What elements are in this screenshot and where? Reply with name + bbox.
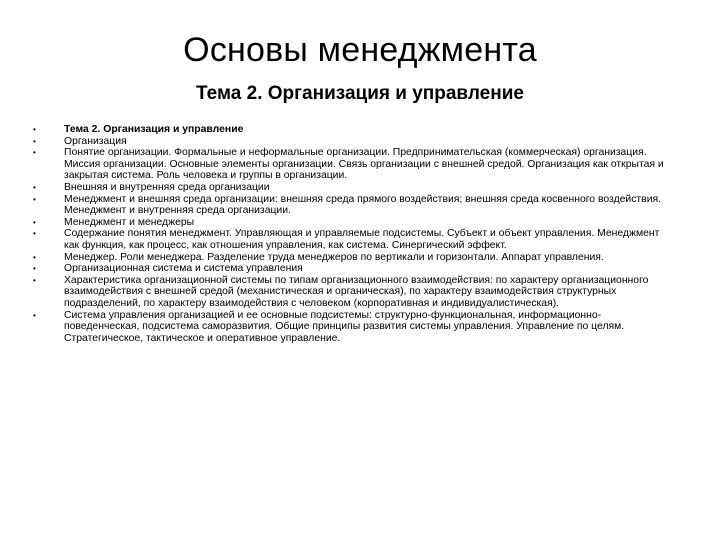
bullet-item: [33, 182, 673, 194]
bullet-item: [33, 263, 673, 275]
bullet-item: [33, 124, 673, 136]
bullet-text: Содержание понятия менеджмент. Управляющая и управляемые подсистемы. Субъект и объект управления. Менеджмент как функция, как процесс, как отношения управления, как система. Синергический эффект.: [64, 228, 660, 251]
bullet-item: [33, 217, 673, 229]
bullet-text: Менеджер. Роли менеджера. Разделение труда менеджеров по вертикали и горизонтали. Аппарат управления.: [64, 251, 604, 263]
bullet-dot-icon: •: [33, 229, 36, 239]
bullet-dot-icon: •: [33, 252, 36, 262]
bullet-text: Система управления организацией и ее основные подсистемы: структурно-функциональная, информационно-поведенческая, подсистема саморазвития. Общие принципы развития системы управления. Управление по целям. Стратегическое, тактическое и оперативное управление.: [64, 309, 625, 344]
bullet-dot-icon: •: [33, 182, 36, 192]
slide-title: Основы менеджмента: [183, 31, 537, 69]
bullet-dot-icon: •: [33, 136, 36, 146]
bullet-dot-icon: •: [33, 148, 36, 158]
bullet-item: [33, 275, 673, 310]
slide-subtitle: Тема 2. Организация и управление: [196, 83, 524, 104]
bullet-text: Понятие организации. Формальные и неформальные организации. Предпринимательская (коммерческая) организация. Миссия организации. Основные элементы организации. Связь организации с внешней средой. Организация как открытая и закрытая система. Роль человека и группы в организации.: [64, 147, 664, 182]
bullet-text: Тема 2. Организация и управление: [64, 124, 244, 135]
bullet-dot-icon: •: [33, 194, 36, 204]
bullet-text: Внешняя и внутренняя среда организации: [64, 181, 270, 193]
bullet-item: [33, 228, 673, 251]
bullet-item: [33, 147, 673, 182]
bullet-dot-icon: •: [33, 264, 36, 274]
bullet-dot-icon: •: [33, 125, 36, 134]
bullet-dot-icon: •: [33, 275, 36, 285]
bullet-dot-icon: •: [33, 217, 36, 227]
bullet-item: [33, 136, 673, 148]
bullet-text: Организационная система и система управления: [64, 263, 303, 275]
bullet-dot-icon: •: [33, 310, 36, 320]
bullet-text: Характеристика организационной системы по типам организационного взаимодействия: по характеру организационного взаимодействия с внешней средой (механистическая и органическая), по характеру взаимодействия структурных подразделений, по характеру взаимодействия с человеком (корпоративная и индивидуалистическая).: [64, 274, 649, 309]
bullet-text: Менеджмент и внешняя среда организации: внешняя среда прямого воздействия; внешняя среда косвенного воздействия. Менеджмент и внутренняя среда организации.: [64, 193, 662, 217]
bullet-item: [33, 310, 673, 345]
bullet-item: [33, 194, 673, 217]
bullet-list: [33, 124, 673, 344]
bullet-text: Организация: [64, 135, 127, 147]
bullet-text: Менеджмент и менеджеры: [64, 216, 195, 228]
bullet-item: [33, 252, 673, 264]
